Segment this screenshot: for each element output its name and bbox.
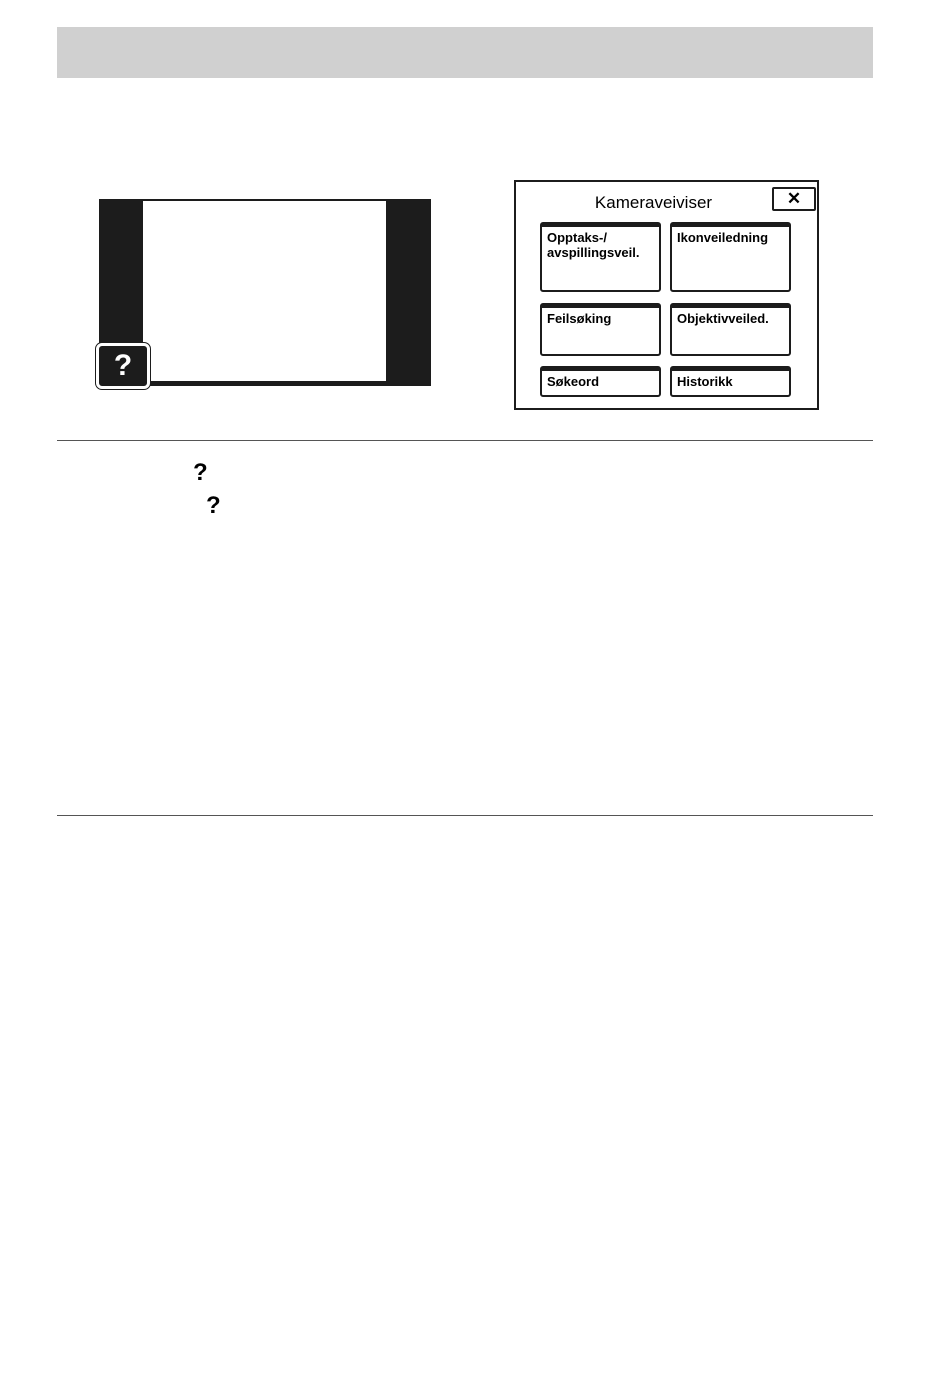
help-button-icon[interactable]: ?	[96, 343, 150, 389]
menu-item-label: Historikk	[677, 374, 733, 389]
help-question-icon: ?	[193, 459, 208, 486]
divider-top	[57, 440, 873, 441]
section-header-bar	[57, 27, 873, 78]
close-icon[interactable]: ✕	[772, 187, 816, 211]
menu-item-label: Søkeord	[547, 374, 600, 389]
menu-item-label: Ikonveiledning	[677, 230, 769, 245]
camera-guide-menu	[514, 180, 819, 410]
menu-item-label: Opptaks-/ avspillingsveil.	[547, 230, 640, 260]
divider-bottom	[57, 815, 873, 816]
menu-item-history[interactable]	[670, 366, 791, 397]
menu-item-keyword[interactable]	[540, 366, 661, 397]
screen-display-area	[143, 201, 386, 384]
menu-item-troubleshooting[interactable]	[540, 303, 661, 356]
menu-item-label: Feilsøking	[547, 311, 612, 326]
menu-item-recording-playback[interactable]	[540, 222, 661, 292]
menu-title: Kameraveiviser	[594, 193, 713, 212]
menu-item-label: Objektivveiled.	[677, 311, 769, 326]
help-question-icon: ?	[206, 492, 221, 519]
menu-item-icon-guide[interactable]	[670, 222, 791, 292]
menu-item-lens-guide[interactable]	[670, 303, 791, 356]
